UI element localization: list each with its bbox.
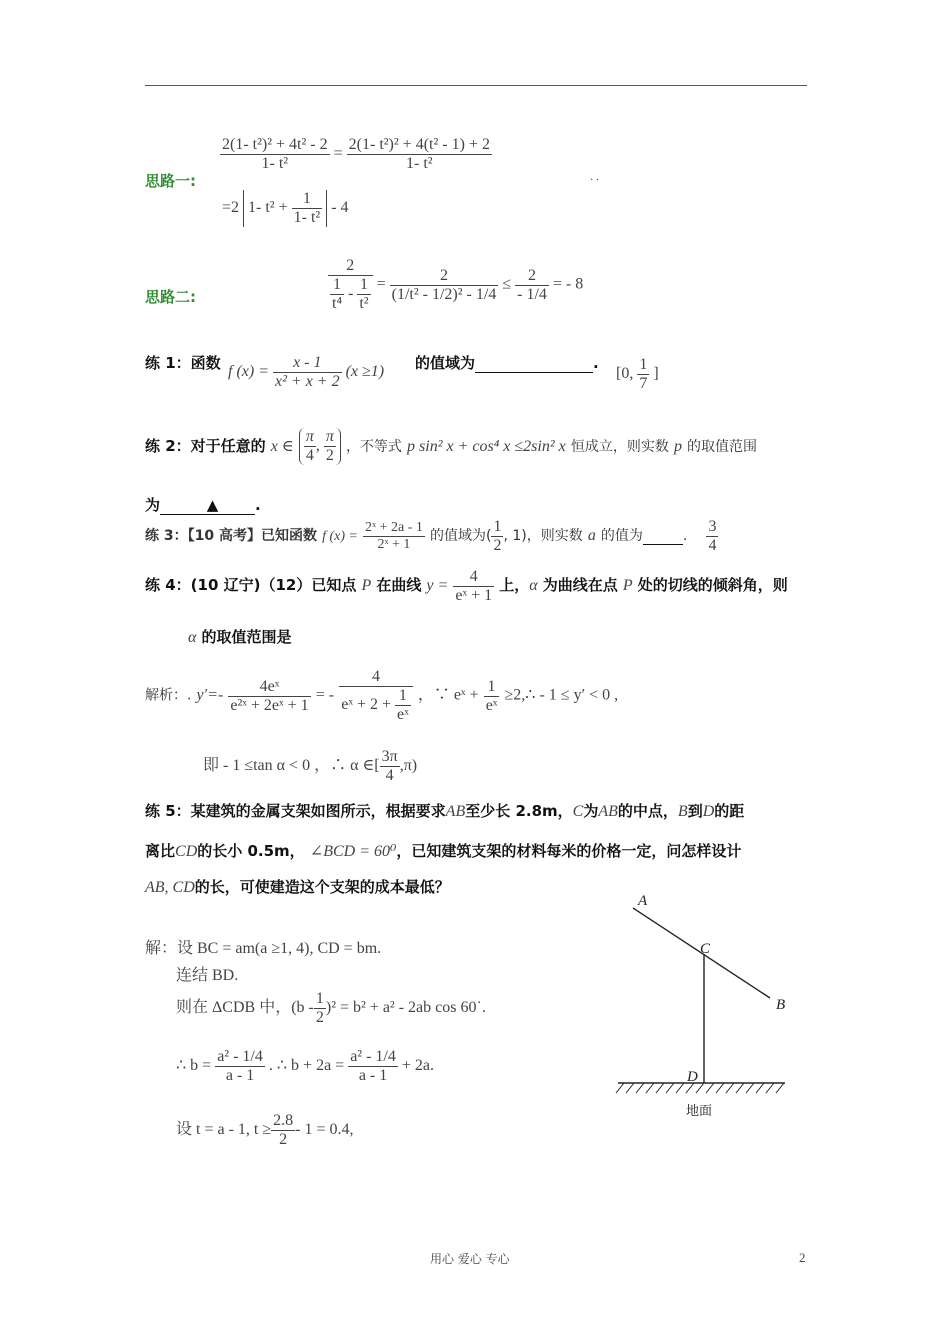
label-a: A (638, 893, 648, 909)
solution5-line2: 连结 BD. (176, 967, 239, 984)
ex5-line1: 练 5：某建筑的金属支架如图所示，根据要求AB至少长 2.8m，C为AB的中点，B到D的距 (145, 802, 745, 820)
solution5-line4: ∴ b = $\frac{\text{a² - 1/4}}{a - 1}$ . ∴ b + 2a = $\frac{\text{a² - 1/4}}{a - 1}$ + 2a. (176, 1048, 434, 1084)
solution5-line5: 设 t = a - 1, t ≥ $\frac{2.8}{2}$ - 1 = 0.4, (176, 1112, 354, 1148)
solution4-line1: 解析：. y′=- $\frac{\text{4eˣ}}{\text{e²ˣ + 2eˣ + 1}}$ = - 4 eˣ + 2 + $\frac{1}{\text{eˣ}}$ ，∵ eˣ + $\frac{1}{\text{eˣ}}$ ≥2,∴ - 1 ≤ y′ < 0 , (145, 668, 619, 723)
ex1-label: 练 1：函数 (145, 354, 221, 372)
ex3-line: 练 3：【10 高考】已知函数 f (x) = $\frac{\text{2ˣ + 2a - 1}}{\text{2ˣ + 1}}$ 的值域为( $\frac{1}{2}$ , 1)，则实数 a 的值为 . $\frac{3}{4}$ (145, 518, 717, 554)
ex4-line2: α 的取值范围是 (188, 628, 292, 646)
solution4-line2: 即 - 1 ≤tan α < 0 ，∴ α ∈[ $\frac{3\pi}{4}$ ,π) (203, 748, 418, 784)
ex2-line1: 练 2：对于任意的 x ∈ $\frac{\pi}{4}$ , $\frac{\pi}{2}$ ，不等式 p sin² x + cos⁴ x ≤2sin² x 恒成立，则实数 p 的取值范围 (145, 428, 758, 464)
ex4-line1: 练 4：(10 辽宁)（12）已知点 P 在曲线 y = $\frac{4}{\text{eˣ + 1}}$ 上，α 为曲线在点 P 处的切线的倾斜角，则 (145, 568, 788, 604)
footer-text: 用心 爱心 专心 (430, 1252, 510, 1266)
label-b: B (776, 997, 786, 1013)
label-ground: 地面 (686, 1104, 713, 1119)
ex1-tail: 的值域为 . (415, 354, 599, 372)
ex1-function: f (x) = $\frac{x - 1}{\text{x² + x + 2}}$ (x ≥1) (228, 354, 385, 390)
bracket-figure (600, 880, 800, 1130)
ex5-line2: 离比CD的长小 0.5m， ∠BCD = 60⁰，已知建筑支架的材料每米的价格一定，问怎样设计 (145, 842, 742, 860)
ground-hatching (616, 1083, 784, 1093)
solution5-line1: 解：设 BC = am(a ≥1, 4), CD = bm. (145, 940, 382, 957)
ex2-line2: 为 ▲ . (145, 496, 261, 514)
ex1-answer: [0, $\frac{1}{7}$ ] (616, 356, 659, 392)
ex5-line3: AB, CD的长，可使建造这个支架的成本最低？ (145, 878, 450, 896)
solution5-line3: 则在 ΔCDB 中，(b - $\frac{1}{2}$ )² = b² + a² - 2ab cos 60˙. (176, 990, 486, 1026)
idea2-expression: 2 $\frac{1}{\text{t⁴}}$ - $\frac{1}{\text{t²}}$ = $\frac{2}{\text{(1/t² - 1/2)² - 1/4}}$ ≤ $\frac{2}{- 1/4}$ = - 8 (328, 257, 583, 313)
idea1-label: 思路一: (145, 172, 196, 190)
idea1-line1: $\frac{\text{2(1- t²)² + 4t² - 2}}{\text{1- t²}}$ = $\frac{\text{2(1- t²)² + 4(t² - 1) + 2}}{\text{1- t²}}$ (222, 136, 490, 172)
header-rule (145, 85, 807, 86)
idea2-label: 思路二: (145, 288, 196, 306)
page-number: 2 (799, 1250, 806, 1265)
label-c: C (700, 941, 711, 957)
stray-dots: · · (590, 175, 600, 186)
idea1-line2: =2 1- t² + $\frac{1}{\text{1- t²}}$ - 4 (222, 190, 349, 226)
label-d: D (687, 1069, 698, 1085)
